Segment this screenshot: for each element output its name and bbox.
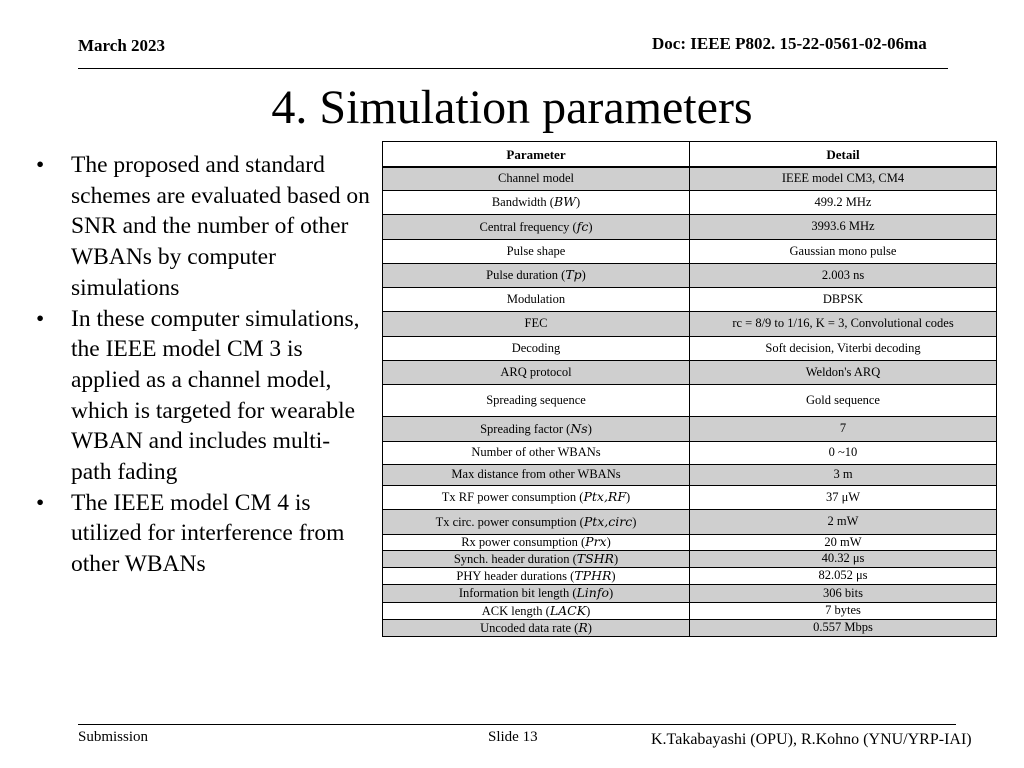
detail-cell: 20 mW xyxy=(690,534,997,550)
param-cell: FEC xyxy=(383,311,690,336)
footer-authors: K.Takabayashi (OPU), R.Kohno (YNU/YRP-IAI) xyxy=(651,731,972,748)
param-cell: Channel model xyxy=(383,167,690,190)
table-row xyxy=(383,311,997,336)
table-row xyxy=(383,384,997,416)
detail-cell: 3 m xyxy=(690,464,997,485)
detail-cell: 499.2 MHz xyxy=(690,190,997,214)
param-cell xyxy=(383,485,690,509)
detail-cell: 37 μW xyxy=(690,485,997,509)
param-symbol: LACK xyxy=(549,602,587,618)
detail-cell: Gold sequence xyxy=(690,384,997,416)
param-label-pre: PHY header durations ( xyxy=(456,568,575,583)
detail-cell: Soft decision, Viterbi decoding xyxy=(690,336,997,360)
table-row xyxy=(383,167,997,190)
table-row xyxy=(383,567,997,584)
detail-cell: rc = 8/9 to 1/16, K = 3, Convolutional codes xyxy=(690,311,997,336)
bullet-item xyxy=(30,304,370,488)
table-header-row xyxy=(383,142,997,168)
param-symbol: Prx xyxy=(585,534,607,549)
bullet-text: In these computer simulations, the IEEE model CM 3 is applied as a channel model, which is targeted for wearable WBAN and includes multi-path fading xyxy=(71,305,360,486)
param-label-pre: Tx circ. power consumption ( xyxy=(435,514,584,529)
param-cell xyxy=(383,567,690,584)
header-date: March 2023 xyxy=(78,36,166,55)
table-row xyxy=(383,464,997,485)
table-row xyxy=(383,441,997,464)
param-cell: ARQ protocol xyxy=(383,360,690,384)
detail-cell: 7 xyxy=(690,416,997,441)
table-row xyxy=(383,360,997,384)
param-label-pre: Synch. header duration ( xyxy=(453,551,577,566)
column-header-detail: Detail xyxy=(690,142,997,168)
table-row xyxy=(383,214,997,239)
param-label-post: ) xyxy=(611,568,616,583)
param-cell xyxy=(383,619,690,636)
param-cell xyxy=(383,509,690,534)
bullet-dot-icon: • xyxy=(36,152,45,178)
table-row xyxy=(383,190,997,214)
table-row xyxy=(383,509,997,534)
param-symbol: Linfo xyxy=(576,585,610,600)
bullet-text: The IEEE model CM 4 is utilized for interference from other WBANs xyxy=(71,489,345,578)
bullet-dot-icon: • xyxy=(36,489,45,516)
param-symbol: Ns xyxy=(570,420,588,436)
table-row xyxy=(383,287,997,311)
param-label-pre: Tx RF power consumption ( xyxy=(441,490,584,504)
table-row xyxy=(383,584,997,602)
detail-cell: Gaussian mono pulse xyxy=(690,239,997,263)
bullet-dot-icon: • xyxy=(36,305,45,332)
param-cell: Spreading sequence xyxy=(383,384,690,416)
param-cell xyxy=(383,263,690,287)
param-cell xyxy=(383,534,690,550)
table-row xyxy=(383,263,997,287)
param-cell: Pulse shape xyxy=(383,239,690,263)
param-label-post: ) xyxy=(606,535,611,549)
param-label-post: ) xyxy=(586,603,591,618)
param-symbol: R xyxy=(578,619,588,635)
table-row xyxy=(383,416,997,441)
table-row xyxy=(383,485,997,509)
param-symbol: BW xyxy=(553,194,577,209)
detail-cell: DBPSK xyxy=(690,287,997,311)
param-cell xyxy=(383,550,690,567)
param-cell xyxy=(383,584,690,602)
detail-cell: 40.32 μs xyxy=(690,550,997,567)
param-cell: Number of other WBANs xyxy=(383,441,690,464)
param-label-post: ) xyxy=(609,586,614,600)
slide-title: 4. Simulation parameters xyxy=(271,81,753,134)
table-row xyxy=(383,534,997,550)
header-doc-id: Doc: IEEE P802. 15-22-0561-02-06ma xyxy=(652,34,927,53)
detail-cell: Weldon's ARQ xyxy=(690,360,997,384)
param-symbol: Tp xyxy=(565,267,582,282)
param-cell xyxy=(383,602,690,619)
footer-slide-number: Slide 13 xyxy=(488,729,538,745)
param-label-post: ) xyxy=(626,490,631,504)
detail-cell: 0.557 Mbps xyxy=(690,619,997,636)
table-row xyxy=(383,550,997,567)
param-label-post: ) xyxy=(581,268,586,282)
param-cell: Decoding xyxy=(383,336,690,360)
detail-cell: 82.052 μs xyxy=(690,567,997,584)
param-symbol: TPHR xyxy=(574,567,612,583)
param-label-post: ) xyxy=(613,551,619,566)
param-cell xyxy=(383,416,690,441)
param-label-pre: Rx power consumption ( xyxy=(461,535,586,549)
header-rule xyxy=(78,68,948,69)
param-label-pre: Spreading factor ( xyxy=(480,421,571,436)
param-cell: Max distance from other WBANs xyxy=(383,464,690,485)
table-row xyxy=(383,239,997,263)
param-label-post: ) xyxy=(632,514,637,529)
param-label-pre: Information bit length ( xyxy=(458,586,577,600)
detail-cell: 306 bits xyxy=(690,584,997,602)
param-cell xyxy=(383,214,690,239)
bullet-item xyxy=(30,150,370,304)
param-label-post: ) xyxy=(576,195,581,209)
column-header-parameter: Parameter xyxy=(383,142,690,168)
param-symbol: TSHR xyxy=(576,550,614,566)
param-cell xyxy=(383,190,690,214)
param-label-post: ) xyxy=(587,620,592,635)
param-cell: Modulation xyxy=(383,287,690,311)
detail-cell: 0 ~10 xyxy=(690,441,997,464)
detail-cell: IEEE model CM3, CM4 xyxy=(690,167,997,190)
param-label-pre: Pulse duration ( xyxy=(486,268,566,282)
param-label-pre: ACK length ( xyxy=(481,603,550,618)
detail-cell: 2 mW xyxy=(690,509,997,534)
footer-submission: Submission xyxy=(78,729,149,745)
detail-cell: 7 bytes xyxy=(690,602,997,619)
detail-cell: 2.003 ns xyxy=(690,263,997,287)
table-row xyxy=(383,336,997,360)
param-label-post: ) xyxy=(587,421,592,436)
param-label-pre: Uncoded data rate ( xyxy=(480,620,579,635)
param-symbol: Ptx,RF xyxy=(583,489,627,504)
table-row xyxy=(383,619,997,636)
bullet-item xyxy=(30,488,370,580)
param-label-pre: Bandwidth ( xyxy=(491,195,554,209)
param-label-pre: Central frequency ( xyxy=(479,219,577,234)
param-label-post: ) xyxy=(588,219,593,234)
footer-rule xyxy=(78,724,956,725)
bullet-text: The proposed and standard schemes are evaluated based on SNR and the number of other WBANs by computer simulations xyxy=(71,152,370,301)
param-symbol: Ptx,circ xyxy=(583,513,633,529)
detail-cell: 3993.6 MHz xyxy=(690,214,997,239)
simulation-parameters-table xyxy=(382,141,997,637)
table-row xyxy=(383,602,997,619)
bullet-list xyxy=(30,150,370,580)
param-symbol: fc xyxy=(576,218,589,234)
